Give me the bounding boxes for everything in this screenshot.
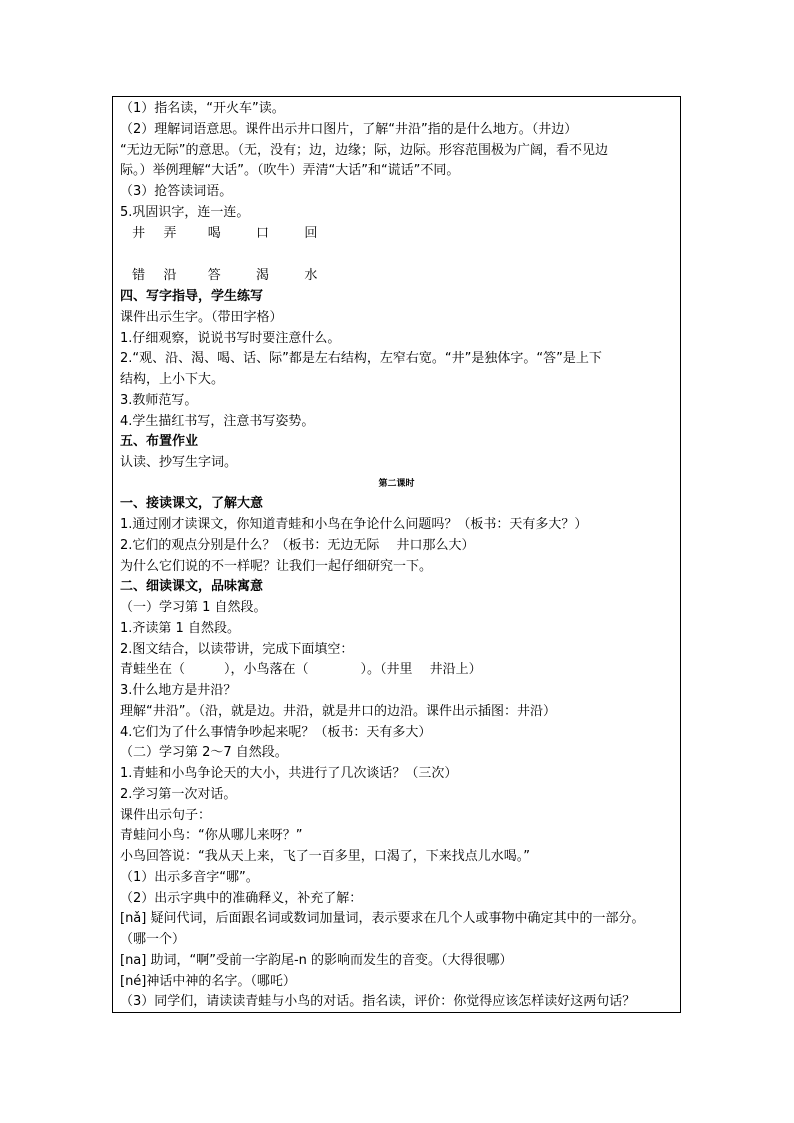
text-line: 4.它们为了什么事情争吵起来呢？（板书：天有多大） (120, 725, 432, 740)
match-row-top (120, 225, 676, 243)
match-char: 口 (256, 226, 270, 241)
text-line: [né]神话中神的名字。（哪吒） (120, 974, 296, 989)
text-line: 1.通过刚才读课文，你知道青蛙和小鸟在争论什么问题吗？（板书：天有多大？） (120, 517, 588, 532)
lesson-title: 第二课时 (378, 479, 415, 489)
section-heading: 二、细读课文，品味寓意 (120, 579, 264, 594)
text-line: 结构，上小下大。 (120, 372, 225, 387)
text-line: 5.巩固识字，连一连。 (120, 205, 250, 220)
text-line: （2）理解词语意思。课件出示井口图片，了解“井沿”指的是什么地方。（井边） (120, 122, 578, 137)
text-line: 1.青蛙和小鸟争论天的大小，共进行了几次谈话？（三次） (120, 766, 458, 781)
text-line: 课件出示句子： (120, 808, 212, 823)
match-char: 弄 (163, 226, 177, 241)
match-char: 沿 (163, 268, 177, 283)
text-line: （3）抢答读词语。 (120, 184, 233, 199)
match-char: 错 (132, 268, 146, 283)
text-line: （3）同学们，请读读青蛙与小鸟的对话。指名读，评价：你觉得应该怎样读好这两句话？ (120, 994, 636, 1009)
section-heading: 一、接读课文，了解大意 (120, 496, 264, 511)
match-char: 答 (207, 268, 221, 283)
text-line: 2.它们的观点分别是什么？（板书：无边无际 井口那么大） (120, 538, 475, 553)
match-char: 回 (304, 226, 318, 241)
section-heading: 四、写字指导，学生练写 (120, 289, 264, 304)
text-line: 青蛙问小鸟：“你从哪儿来呀？” (120, 828, 303, 843)
text-line: [na] 助词，“啊”受前一字韵尾-n 的影响而发生的音变。（大得很哪） (120, 953, 513, 968)
text-line: 3.教师范写。 (120, 393, 198, 408)
text-line: （1）出示多音字“哪”。 (120, 870, 259, 885)
text-line: （1）指名读，“开火车”读。 (120, 101, 285, 116)
text-line: （二）学习第 2～7 自然段。 (120, 745, 288, 760)
text-line: “无边无际”的意思。（无，没有；边，边缘；际，边际。形容范围极为广阔，看不见边 (120, 143, 608, 158)
text-line: 际。）举例理解“大话”。（吹牛）弄清“大话”和“谎话”不同。 (120, 163, 460, 178)
section-heading: 五、布置作业 (120, 434, 199, 449)
text-line: 4.学生描红书写，注意书写姿势。 (120, 414, 315, 429)
text-line: 2.学习第一次对话。 (120, 787, 237, 802)
text-line: 3.什么地方是井沿？ (120, 683, 237, 698)
text-line: 1.齐读第 1 自然段。 (120, 621, 240, 636)
text-line: 小鸟回答说：“我从天上来，飞了一百多里，口渴了，下来找点儿水喝。” (120, 849, 530, 864)
match-char: 渴 (256, 268, 270, 283)
text-line: 课件出示生字。（带田字格） (120, 310, 283, 325)
match-row-bottom (120, 267, 676, 285)
text-line: （一）学习第 1 自然段。 (120, 600, 267, 615)
text-line: 理解“井沿”。（沿，就是边。井沿，就是井口的边沿。课件出示插图：井沿） (120, 704, 556, 719)
text-line: [nǎ] 疑问代词，后面跟名词或数词加量词，表示要求在几个人或事物中确定其中的一部分。 (120, 911, 645, 926)
match-char: 水 (304, 268, 318, 283)
text-line: （2）出示字典中的准确释义，补充了解： (120, 891, 363, 906)
text-line: 2.图文结合，以读带讲，完成下面填空： (120, 642, 354, 657)
text-line: 为什么它们说的不一样呢？让我们一起仔细研究一下。 (120, 559, 433, 574)
text-line: 1.仔细观察，说说书写时要注意什么。 (120, 331, 341, 346)
text-line: 认读、抄写生字词。 (120, 455, 238, 470)
text-line: （哪一个） (120, 932, 186, 947)
text-line: 青蛙坐在（ ），小鸟落在（ ）。（井里 井沿上） (120, 662, 482, 677)
match-char: 井 (132, 226, 146, 241)
text-line: 2.“观、沿、渴、喝、话、际”都是左右结构，左窄右宽。“井”是独体字。“答”是上下 (120, 351, 602, 366)
match-char: 喝 (207, 226, 221, 241)
